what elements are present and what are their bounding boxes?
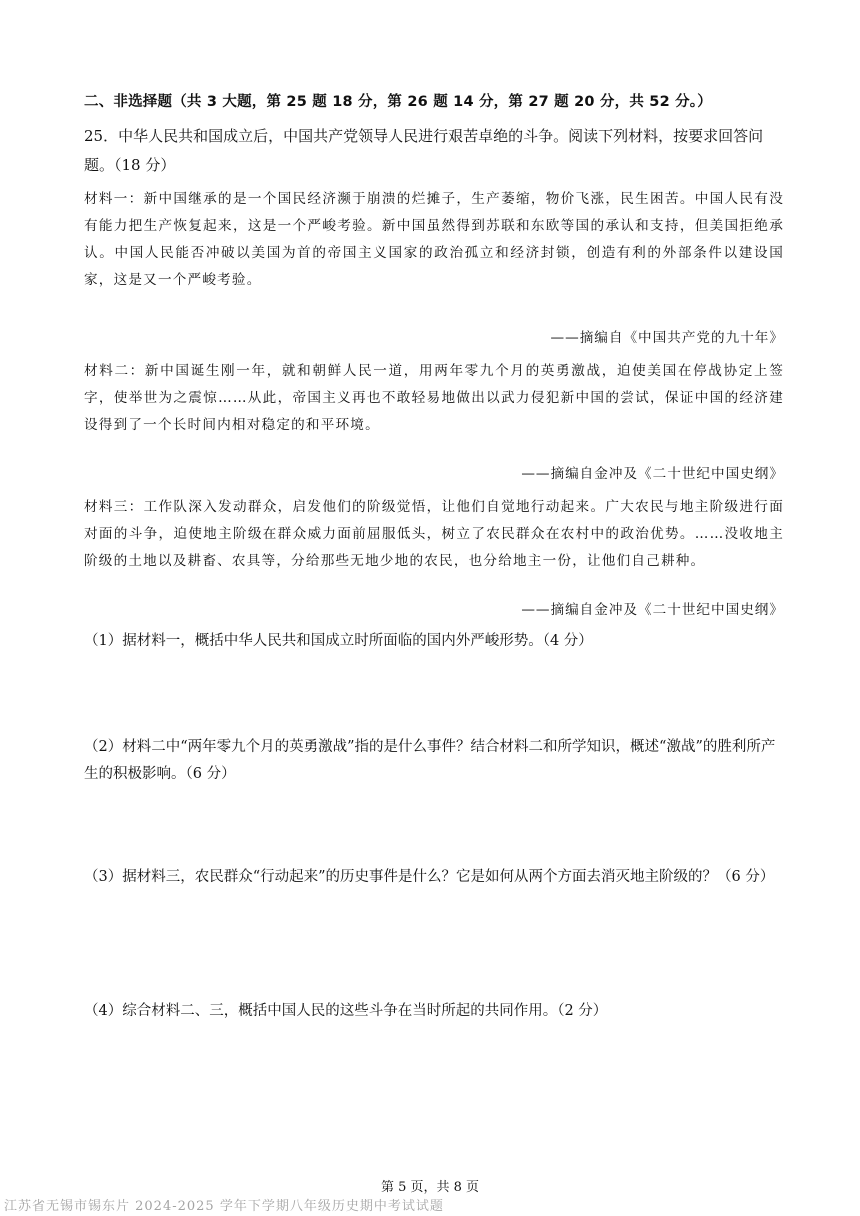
page-number: 第 5 页，共 8 页 xyxy=(380,1180,480,1195)
sub-question-3: （3）据材料三，农民群众“行动起来”的历史事件是什么？它是如何从两个方面去消灭地主阶级的？（6 分） xyxy=(84,869,775,885)
section-title: 二、非选择题（共 3 大题，第 25 题 18 分，第 26 题 14 分，第 27 题 20 分，共 52 分。） xyxy=(84,94,712,110)
question-stem: 25．中华人民共和国成立后，中国共产党领导人民进行艰苦卓绝的斗争。阅读下列材料，按要求回答问题。（18 分） xyxy=(84,127,764,174)
sub-question-2: （2）材料二中“两年零九个月的英勇激战”指的是什么事件？结合材料二和所学知识，概述“激战”的胜利所产生的积极影响。（6 分） xyxy=(84,739,776,782)
material-3-source: ——摘编自金冲及《二十世纪中国史纲》 xyxy=(521,602,784,618)
watermark-text: 江苏省无锡市锡东片 2024-2025 学年下学期八年级历史期中考试试题 xyxy=(4,1199,444,1214)
material-3-text: 材料三：工作队深入发动群众，启发他们的阶级觉悟，让他们自觉地行动起来。广大农民与地主阶级进行面对面的斗争，迫使地主阶级在群众威力面前屈服低头，树立了农民群众在农村中的政治优势。……没收地主阶级的土地以及耕畜、农具等，分给那些无地少地的农民，也分给地主一份，让他们自己耕种。 xyxy=(84,499,784,569)
sub-question-1: （1）据材料一，概括中华人民共和国成立时所面临的国内外严峻形势。（4 分） xyxy=(84,633,593,649)
material-2-source: ——摘编自金冲及《二十世纪中国史纲》 xyxy=(521,466,784,482)
material-1-source: ——摘编自《中国共产党的九十年》 xyxy=(550,330,784,346)
material-1-text: 材料一：新中国继承的是一个国民经济濒于崩溃的烂摊子，生产萎缩，物价飞涨，民生困苦。中国人民有没有能力把生产恢复起来，这是一个严峻考验。新中国虽然得到苏联和东欧等国的承认和支持，但美国拒绝承认。中国人民能否冲破以美国为首的帝国主义国家的政治孤立和经济封锁，创造有利的外部条件以建设国家，这是又一个严峻考验。 xyxy=(84,191,784,288)
sub-question-4: （4）综合材料二、三，概括中国人民的这些斗争在当时所起的共同作用。（2 分） xyxy=(84,1003,608,1019)
material-2-text: 材料二：新中国诞生刚一年，就和朝鲜人民一道，用两年零九个月的英勇激战，迫使美国在停战协定上签字，使举世为之震惊……从此，帝国主义再也不敢轻易地做出以武力侵犯新中国的尝试，保证中国的经济建设得到了一个长时间内相对稳定的和平环境。 xyxy=(84,363,784,433)
